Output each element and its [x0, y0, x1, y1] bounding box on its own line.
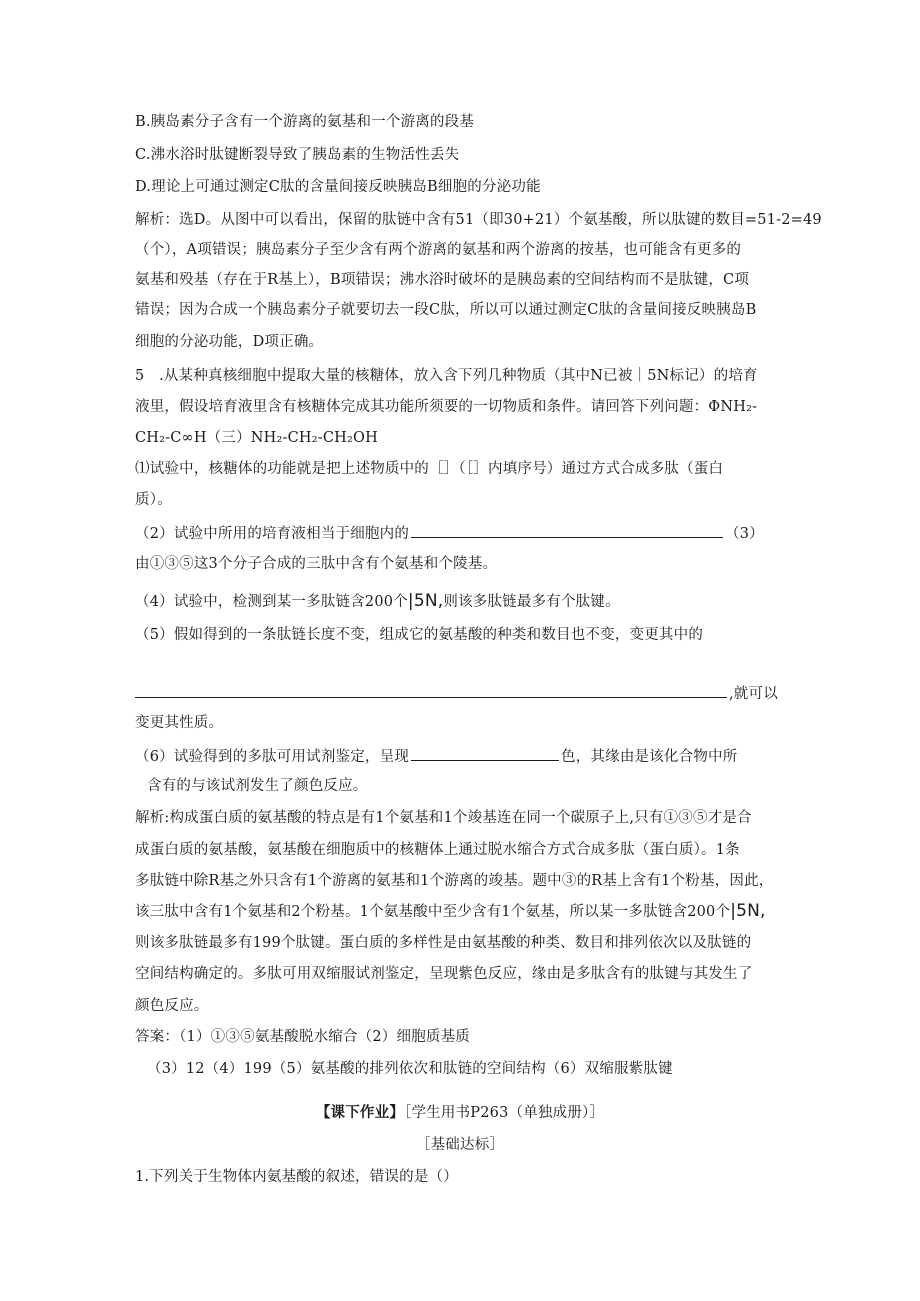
homework-title-ref: ［学生用书P263（单独成册）］	[404, 1105, 605, 1121]
option-b: B.胰岛素分子含有一个游离的氨基和一个游离的段基	[135, 114, 475, 130]
answer-blank	[411, 523, 723, 538]
section-heading: ［基础达标］	[415, 1137, 505, 1153]
isotope-mark: |5N,	[407, 591, 444, 611]
question-stem-line: 5 .从某种真核细胞中提取大量的核糖体，放入含下列几种物质（其中N已被｜5N标记）的培育	[135, 368, 758, 384]
part-5-line: 变更其性质。	[135, 715, 224, 731]
analysis-line: 成蛋白质的氨基酸，氨基酸在细胞质中的核糖体上通过脱水缩合方式合成多肽（蛋白质）。1条	[135, 842, 740, 858]
analysis-line: 细胞的分泌功能，D项正确。	[135, 334, 324, 350]
homework-title	[0, 1103, 920, 1123]
analysis-line: （个），A项错误；胰岛素分子至少含有两个游离的氨基和两个游离的按基，也可能含有更多的	[135, 242, 742, 258]
isotope-mark: |5N,	[730, 901, 766, 921]
part-3-line: 由①③⑤这3个分子合成的三肽中含有个氨基和个陵基。	[135, 556, 498, 572]
answer-blank	[411, 746, 559, 761]
analysis-line: 氨基和殁基（存在于R基上），B项错误；沸水浴时破坏的是胰岛素的空间结构而不是肽键，C项	[135, 272, 750, 288]
analysis-line: 多肽链中除R基之外只含有1个游离的氨基和1个游离的竣基。题中③的R基上含有1个粉基，因此，	[135, 873, 774, 889]
part-5-line: （5）假如得到的一条肽链长度不变，组成它的氨基酸的种类和数目也不变，变更其中的	[135, 627, 704, 643]
analysis-line: 则该多肽链最多有199个肽键。蛋白质的多样性是由氨基酸的种类、数目和排列依次以及肽链的	[135, 935, 752, 951]
part-1-line: ⑴试验中，核糖体的功能就是把上述物质中的［］（［］内填序号）通过方式合成多肽（蛋白	[135, 461, 724, 477]
answer-line: （3）12（4）199（5）氨基酸的排列依次和肽链的空间结构（6）双缩服紫肽键	[147, 1061, 673, 1077]
option-d: D.理论上可通过测定C肽的含量间接反映胰岛B细胞的分泌功能	[135, 179, 541, 195]
option-c: C.沸水浴时肽键断裂导致了胰岛素的生物活性丢失	[135, 147, 460, 163]
question-stem-line: CH₂-C∞H（三）NH₂-CH₂-CH₂OH	[135, 430, 378, 446]
analysis-line: 解析：选D。从图中可以看出，保留的肽链中含有51（即30+21）个氨基酸，所以肽键的数目=51-2=49	[135, 212, 822, 228]
part-4-text-end: 则该多肽链最多有个肽键。	[443, 594, 620, 610]
part-5-text-end: ,就可以	[729, 686, 778, 702]
part-6-line: 含有的与该试剂发生了颜色反应。	[147, 778, 368, 794]
answer-blank	[135, 683, 727, 698]
part-1-line: 质）。	[135, 492, 172, 508]
part-4-line	[135, 591, 620, 612]
part-2-line	[135, 523, 764, 544]
homework-title-bold: 【课下作业】	[315, 1105, 405, 1121]
analysis-line	[135, 901, 766, 922]
part-6-line	[135, 746, 737, 767]
part-3-number: （3）	[725, 526, 764, 542]
part-6-text-mid: 色，其缘由是该化合物中所	[561, 749, 738, 765]
answer-line: 答案：（1）①③⑤氨基酸脱水缩合（2）细胞质基质	[135, 1029, 470, 1045]
part-4-text: （4）试验中，检测到某一多肽链含200个	[135, 594, 408, 610]
analysis-line: 解析:构成蛋白质的氨基酸的特点是有1个氨基和1个竣基连在同一个碳原子上,只有①③⑤才是合	[135, 810, 752, 826]
homework-question-1: 1.下列关于生物体内氨基酸的叙述，错误的是（）	[135, 1169, 458, 1185]
question-stem-line: 液里，假设培育液里含有核糖体完成其功能所须要的一切物质和条件。请回答下列问题：ΦNH₂-	[135, 399, 758, 415]
analysis-line: 空间结构确定的。多肽可用双缩服试剂鉴定，呈现紫色反应，缘由是多肽含有的肽键与其发生了	[135, 966, 753, 982]
part-2-text: （2）试验中所用的培育液相当于细胞内的	[135, 526, 410, 542]
analysis-text: 该三肽中含有1个氨基和2个粉基。1个氨基酸中至少含有1个氨基，所以某一多肽链含200个	[135, 904, 731, 920]
analysis-line: 错误；因为合成一个胰岛素分子就要切去一段C肽，所以可以通过测定C肽的含量间接反映胰岛B	[135, 302, 757, 318]
part-6-text: （6）试验得到的多肽可用试剂鉴定，呈现	[135, 749, 410, 765]
analysis-line: 颜色反应。	[135, 998, 209, 1014]
part-5-blank-line	[135, 683, 778, 704]
